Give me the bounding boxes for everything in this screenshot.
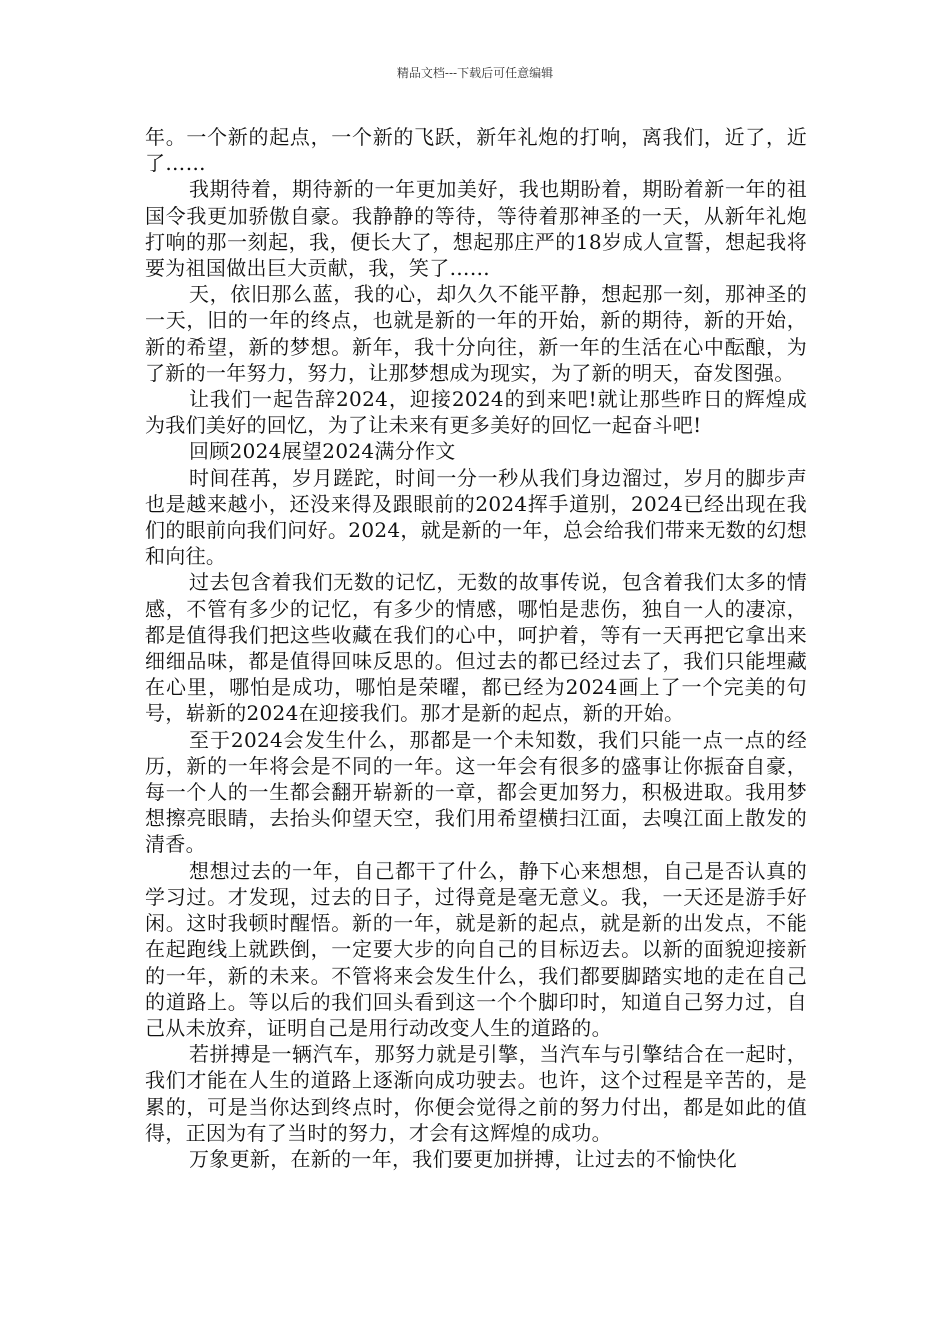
paragraph: 年。一个新的起点，一个新的飞跃，新年礼炮的打响，离我们，近了，近了…… (145, 125, 807, 176)
paragraph: 想想过去的一年，自己都干了什么，静下心来想想，自己是否认真的学习过。才发现，过去的日子，过得竟是毫无意义。我，一天还是游手好闲。这时我顿时醒悟。新的一年，就是新的起点，就是新的出发点，不能在起跑线上就跌倒，一定要大步的向自己的目标迈去。以新的面貌迎接新的一年，新的未来。不管将来会发生什么，我们都要脚踏实地的走在自己的道路上。等以后的我们回头看到这一个个脚印时，知道自己努力过，自己从未放弃，证明自己是用行动改变人生的道路的。 (145, 858, 807, 1040)
paragraph: 过去包含着我们无数的记忆，无数的故事传说，包含着我们太多的情感，不管有多少的记忆，有多少的情感，哪怕是悲伤，独自一人的凄凉，都是值得我们把这些收藏在我们的心中，呵护着，等有一天再把它拿出来细细品味，都是值得回味反思的。但过去的都已经过去了，我们只能埋藏在心里，哪怕是成功，哪怕是荣曜，都已经为2024画上了一个完美的句号，崭新的2024在迎接我们。那才是新的起点，新的开始。 (145, 570, 807, 726)
paragraph: 若拼搏是一辆汽车，那努力就是引擎，当汽车与引擎结合在一起时，我们才能在人生的道路上逐渐向成功驶去。也许，这个过程是辛苦的，是累的，可是当你达到终点时，你便会觉得之前的努力付出，都是如此的值得，正因为有了当时的努力，才会有这辉煌的成功。 (145, 1042, 807, 1145)
paragraph: 我期待着，期待新的一年更加美好，我也期盼着，期盼着新一年的祖国令我更加骄傲自豪。我静静的等待，等待着那神圣的一天，从新年礼炮打响的那一刻起，我，便长大了，想起那庄严的18岁成人宣誓，想起我将要为祖国做出巨大贡献，我，笑了…… (145, 177, 807, 281)
page-header: 精品文档---下载后可任意编辑 (396, 66, 554, 80)
paragraph: 至于2024会发生什么，那都是一个未知数，我们只能一点一点的经历，新的一年将会是不同的一年。这一年会有很多的盛事让你振奋自豪，每一个人的一生都会翻开崭新的一章，都会更加努力，积极进取。我用梦想擦亮眼睛，去抬头仰望天空，我们用希望横扫江面，去嗅江面上散发的清香。 (145, 727, 807, 857)
paragraph: 万象更新，在新的一年，我们要更加拼搏，让过去的不愉快化 (189, 1146, 738, 1171)
paragraph: 时间荏苒，岁月蹉跎，时间一分一秒从我们身边溜过，岁月的脚步声也是越来越小，还没来得及跟眼前的2024挥手道别，2024已经出现在我们的眼前向我们问好。2024，就是新的一年，总会给我们带来无数的幻想和向往。 (145, 465, 807, 569)
document-body (145, 124, 807, 1172)
essay-title: 回顾2024展望2024满分作文 (189, 439, 456, 464)
paragraph: 让我们一起告辞2024，迎接2024的到来吧!就让那些昨日的辉煌成为我们美好的回忆，为了让未来有更多美好的回忆一起奋斗吧! (145, 387, 807, 438)
paragraph: 天，依旧那么蓝，我的心，却久久不能平静，想起那一刻，那神圣的一天，旧的一年的终点，也就是新的一年的开始，新的期待，新的开始，新的希望，新的梦想。新年，我十分向往，新一年的生活在心中酝酿，为了新的一年努力，努力，让那梦想成为现实，为了新的明天，奋发图强。 (145, 282, 807, 385)
